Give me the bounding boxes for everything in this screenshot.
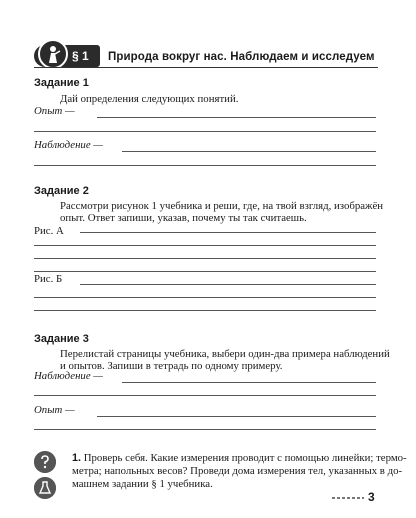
task1-heading: Задание 1 bbox=[34, 77, 89, 89]
task3-heading: Задание 3 bbox=[34, 333, 89, 345]
task3-label-observation: Наблюдение — bbox=[34, 370, 103, 382]
answer-line[interactable] bbox=[80, 232, 376, 233]
page-number: 3 bbox=[368, 490, 375, 504]
task2-heading: Задание 2 bbox=[34, 185, 89, 197]
answer-line[interactable] bbox=[80, 284, 376, 285]
task3-label-experiment: Опыт — bbox=[34, 404, 75, 416]
task3-instruction-line2: и опытов. Запиши в тетрадь по одному примеру. bbox=[60, 360, 283, 372]
question-icon bbox=[34, 451, 56, 473]
answer-line[interactable] bbox=[34, 271, 376, 272]
task3-instruction-line1: Перелистай страницы учебника, выбери один-два примера наблюдений bbox=[60, 348, 390, 360]
task2-label-a: Рис. А bbox=[34, 225, 64, 237]
task1-instruction: Дай определения следующих понятий. bbox=[60, 93, 239, 105]
answer-line[interactable] bbox=[34, 297, 376, 298]
section-number: § 1 bbox=[72, 49, 89, 63]
task1-label-experiment: Опыт — bbox=[34, 105, 75, 117]
flask-icon bbox=[34, 477, 56, 499]
answer-line[interactable] bbox=[34, 395, 376, 396]
page-number-leader bbox=[332, 497, 364, 499]
task1-label-observation: Наблюдение — bbox=[34, 139, 103, 151]
answer-line[interactable] bbox=[34, 429, 376, 430]
answer-line[interactable] bbox=[122, 382, 376, 383]
answer-line[interactable] bbox=[122, 151, 376, 152]
answer-line[interactable] bbox=[34, 165, 376, 166]
selfcheck-number: 1. bbox=[72, 452, 82, 464]
task2-label-b: Рис. Б bbox=[34, 273, 63, 285]
answer-line[interactable] bbox=[34, 258, 376, 259]
answer-line[interactable] bbox=[34, 310, 376, 311]
header-divider bbox=[34, 67, 378, 68]
selfcheck-line3: машнем задании § 1 учебника. bbox=[72, 478, 213, 490]
selfcheck-line1 bbox=[72, 452, 407, 465]
answer-line[interactable] bbox=[34, 245, 376, 246]
task2-instruction-line2: опыт. Ответ запиши, указав, почему ты так считаешь. bbox=[60, 212, 307, 224]
answer-line[interactable] bbox=[97, 117, 376, 118]
answer-line[interactable] bbox=[97, 416, 376, 417]
scientist-icon bbox=[38, 39, 68, 69]
selfcheck-text-line1: Проверь себя. Какие измерения проводит с помощью линейки; термо- bbox=[83, 452, 407, 464]
page-title: Природа вокруг нас. Наблюдаем и исследуем bbox=[108, 51, 375, 63]
selfcheck-icons bbox=[34, 451, 58, 503]
task2-instruction-line1: Рассмотри рисунок 1 учебника и реши, где, на твой взгляд, изображён bbox=[60, 200, 384, 212]
selfcheck-line2: метра; напольных весов? Проведи дома измерения тел, указанных в до- bbox=[72, 465, 403, 477]
answer-line[interactable] bbox=[34, 131, 376, 132]
